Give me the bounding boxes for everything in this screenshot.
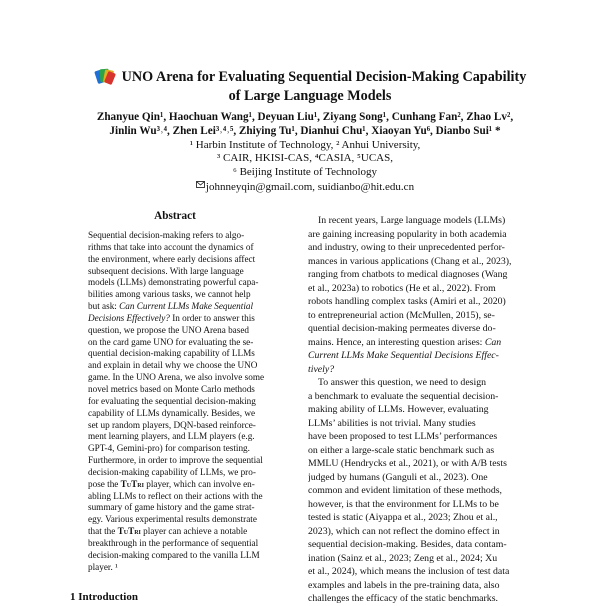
body-line: ranging from chatbots to medical diagnoses (Wang [308, 269, 508, 280]
body-line: common and evident limitation of these methods, [308, 485, 502, 496]
abstract-line: decision-making compared to the vanilla LLM [88, 549, 260, 560]
body-line: challenges the efficacy of the static benchmarks. [308, 593, 498, 604]
abstract-line: models (LLMs) demonstrating powerful capa- [88, 277, 259, 288]
abstract-line: Decisions Effectively? In order to answer this [88, 312, 255, 323]
abstract-line: abling LLMs to reflect on their actions with the [88, 490, 263, 501]
abstract-line: the environment, where early decisions affect [88, 253, 256, 264]
abstract-line: pose the TuTri player, which can involve en- [88, 478, 255, 489]
abstract-line: egy. Various experimental results demonstrate [88, 514, 257, 525]
body-line: et al., 2023a) to robotics (He et al., 2022). From [308, 282, 496, 294]
abstract-line: game. In the UNO Arena, we also involve some [88, 372, 265, 383]
affiliation-1: ¹ Harbin Institute of Technology, ² Anhui University, [189, 139, 421, 151]
body-line: tively? [308, 363, 335, 375]
abstract-line: breakthrough in the performance of sequential [88, 537, 259, 548]
paper-title-line-1: UNO Arena for Evaluating Sequential Decision-Making Capability [121, 68, 527, 85]
envelope-icon [196, 179, 205, 192]
abstract-line: summary of game history and the game strat- [88, 502, 255, 513]
uno-card-logo-icon [94, 66, 116, 88]
introduction-body [308, 214, 558, 606]
body-line: quential decision-making permeates diverse do- [308, 323, 496, 334]
abstract-line: and explain in detail why we choose the UNO [88, 360, 258, 371]
title-block [60, 66, 560, 105]
authors-line-2: Jinlin Wu³˒⁴, Zhen Lei³˒⁴˒⁵, Zhiying Tu¹, Dianhui Chu¹, Xiaoyan Yu⁶, Dianbo Sui¹ * [109, 125, 501, 137]
abstract-line: quential decision-making capability of LLMs [88, 348, 255, 359]
abstract-line: Furthermore, in order to improve the sequential [88, 455, 263, 466]
abstract-body [88, 230, 276, 573]
body-line: are gaining increasing popularity in both academia [308, 228, 507, 240]
abstract-line: subsequent decisions. With large language [88, 265, 244, 276]
body-line: MMLU (Hendrycks et al., 2021), or with A/B tests [308, 458, 507, 469]
abstract-line: question, we propose the UNO Arena based [88, 324, 249, 335]
body-line: mances in various applications (Chang et al., 2023), [308, 255, 512, 267]
body-line: et al., 2024), which means the inclusion of test data [308, 566, 510, 577]
affiliation-3: ⁶ Beijing Institute of Technology [232, 165, 377, 178]
abstract-line: but ask: Can Current LLMs Make Sequential [88, 301, 254, 312]
body-line: In recent years, Large language models (LLMs) [318, 215, 506, 226]
body-line: making ability of LLMs. However, evaluating [308, 404, 489, 415]
abstract-line: novel metrics based on Monte Carlo methods [88, 383, 255, 394]
body-line: however, is that the environment for LLMs to be [308, 498, 499, 510]
affiliation-2: ³ CAIR, HKISI-CAS, ⁴CASIA, ⁵UCAS, [217, 152, 393, 165]
abstract-line: on the card game UNO for evaluating the se- [88, 336, 254, 347]
body-line: on either a large-scale static benchmark such as [308, 444, 495, 456]
body-line: tested is static (Aiyappa et al., 2023; Zhou et al., [308, 512, 498, 523]
abstract-line: decision-making capability of LLMs, we pro- [88, 466, 256, 477]
body-line: robots handling complex tasks (Amiri et al., 2020) [308, 296, 506, 307]
abstract-line: that the TuTri player can achieve a notable [88, 526, 248, 537]
author-list [40, 110, 570, 138]
body-line: and industry, owing to their unprecedented perfor- [308, 242, 505, 253]
introduction-heading: 1 Introduction [70, 591, 138, 603]
paper-title-line-2: of Large Language Models [228, 88, 392, 104]
body-line: to entrepreneurial action (McMullen, 2015), se- [308, 309, 495, 321]
abstract-line: set up random players, DQN-based reinforce- [88, 419, 256, 430]
abstract-line: player. ¹ [88, 561, 118, 572]
body-line: examples and labels in the pre-training data, also [308, 579, 500, 591]
abstract-line: capability of LLMs dynamically. Besides, we [88, 407, 256, 418]
abstract-line: GPT-4, Gemini-pro) for comparison testing. [88, 443, 250, 454]
abstract-line: Sequential decision-making refers to algo- [88, 230, 245, 240]
body-line: Current LLMs Make Sequential Decisions Effec- [308, 350, 499, 361]
body-line: mains. Hence, an interesting question arises: Can [308, 336, 502, 348]
body-line: have been proposed to test LLMs’ performances [308, 431, 498, 442]
abstract-line: for evaluating the sequential decision-making [88, 395, 256, 406]
authors-line-1: Zhanyue Qin¹, Haochuan Wang¹, Deyuan Liu¹, Ziyang Song¹, Cunhang Fan², Zhao Lv², [96, 111, 514, 123]
abstract-line: bilities among various tasks, we cannot help [88, 289, 251, 300]
abstract-line: rithms that take into account the dynamics of [88, 241, 254, 252]
affiliations [40, 139, 570, 195]
abstract-heading: Abstract [154, 210, 196, 222]
contact-email: johnneyqin@gmail.com, suidianbo@hit.edu.cn [205, 181, 415, 194]
body-line: ination (Sainz et al., 2023; Zeng et al., 2024; Xu [308, 552, 498, 564]
body-line: To answer this question, we need to design [318, 377, 487, 388]
body-line: sequential decision-making. Besides, data contam- [308, 539, 507, 550]
abstract-line: ment learning players, and LLM players (e.g. [88, 431, 255, 442]
body-line: 2023), which can not reflect the domino effect in [308, 525, 500, 537]
body-line: LLMs’ abilities is not trivial. Many studies [308, 417, 476, 429]
body-line: judged by humans (Ganguli et al., 2023). One [308, 471, 488, 483]
body-line: a benchmark to evaluate the sequential decision- [308, 390, 499, 402]
